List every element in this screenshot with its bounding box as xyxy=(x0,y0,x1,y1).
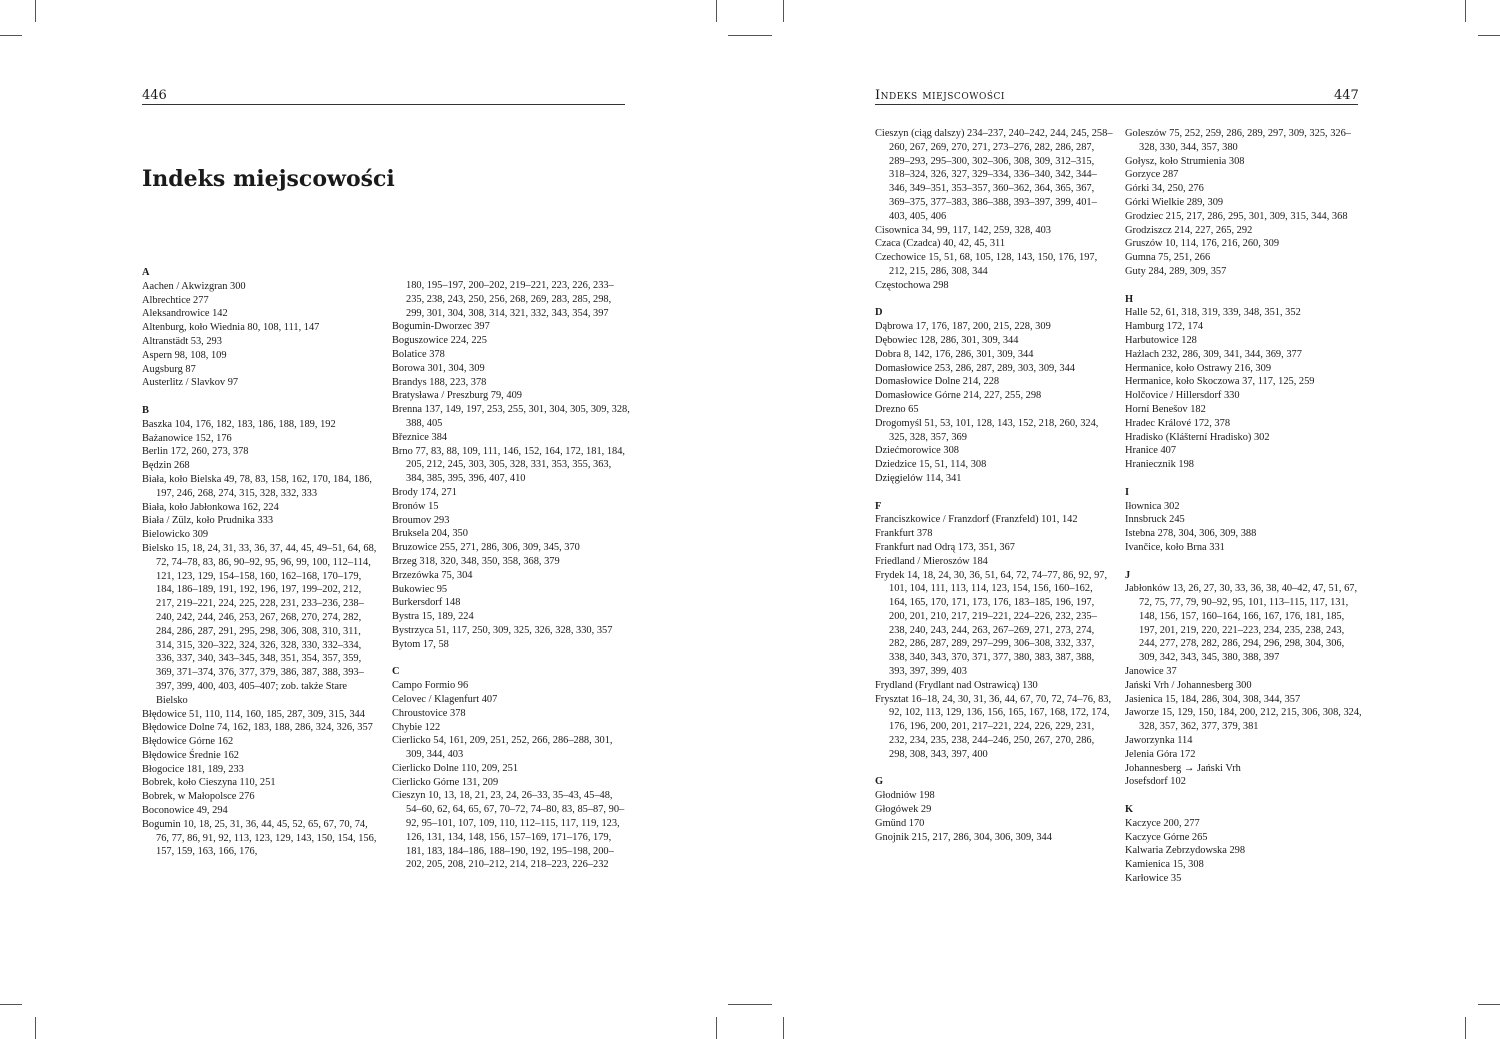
index-entry: Dąbrowa 17, 176, 187, 200, 215, 228, 309 xyxy=(875,321,1051,333)
index-entry: Hermanice, koło Ostrawy 216, 309 xyxy=(1125,362,1272,374)
crop-mark xyxy=(716,0,717,22)
index-entry: Kaczyce 200, 277 xyxy=(1125,817,1200,829)
index-entry: Gołysz, koło Strumienia 308 xyxy=(1125,155,1245,167)
index-entry-continuation: 180, 195–197, 200–202, 219–221, 223, 226, 233–235, 238, 243, 250, 256, 268, 269, 283, 285, 298, 299, 301, 304, 308, 314, 321, 332, 343, 354, 397 xyxy=(406,280,614,319)
index-entry: Albrechtice 277 xyxy=(142,294,209,306)
index-entry: Hraniecznik 198 xyxy=(1125,459,1194,471)
index-entry: Bielowicko 309 xyxy=(142,529,209,541)
index-entry: Górki Wielkie 289, 309 xyxy=(1125,196,1224,208)
index-entry: Frydek 14, 18, 24, 30, 36, 51, 64, 72, 74–77, 86, 92, 97, 101, 104, 111, 113, 114, 123, 154, 156, 160–162, 164, 165, 170, 171, 173, 176, 183–185, 196, 197, 200, 201, 210, 217, 219–221, 224–226, 232, 235–238, 240, 243, 244, 263, 267–269, 271, 273, 274, 282, 286, 287, 289, 297–299, 306–308, 332, 337, 338, 340, 343, 370, 371, 377, 380, 383, 387, 388, 393, 397, 399, 403 xyxy=(875,569,1108,678)
index-letter-heading: H xyxy=(1125,293,1134,305)
index-entry: Broumov 293 xyxy=(392,514,450,526)
index-entry: Hażlach 232, 286, 309, 341, 344, 369, 377 xyxy=(1125,348,1302,360)
index-entry: Borowa 301, 304, 309 xyxy=(392,362,485,374)
index-entry: Hradec Králové 172, 378 xyxy=(1125,417,1231,429)
index-entry: Goleszów 75, 252, 259, 286, 289, 297, 309, 325, 326–328, 330, 344, 357, 380 xyxy=(1125,128,1351,153)
section-gap xyxy=(142,390,380,404)
index-entry: Bobrek, koło Cieszyna 110, 251 xyxy=(142,777,276,789)
index-letter-heading: F xyxy=(875,500,882,512)
index-entry: Boconowice 49, 294 xyxy=(142,805,228,817)
index-entry: Bruzowice 255, 271, 286, 306, 309, 345, 370 xyxy=(392,542,580,554)
index-entry: Holčovice / Hillersdorf 330 xyxy=(1125,390,1240,402)
index-column-1 xyxy=(142,266,380,859)
section-gap xyxy=(1125,555,1363,569)
index-entry: Guty 284, 289, 309, 357 xyxy=(1125,265,1227,277)
index-entry: Aleksandrowice 142 xyxy=(142,308,228,320)
index-entry: Altranstädt 53, 293 xyxy=(142,335,222,347)
index-entry: Gnojnik 215, 217, 286, 304, 306, 309, 344 xyxy=(875,831,1052,843)
index-entry: Bogumin-Dworzec 397 xyxy=(392,321,490,333)
index-entry: Czaca (Czadca) 40, 42, 45, 311 xyxy=(875,238,1006,250)
index-letter-heading: B xyxy=(142,404,149,416)
index-entry: Aachen / Akwizgran 300 xyxy=(142,280,246,292)
index-entry: Bystrzyca 51, 117, 250, 309, 325, 326, 328, 330, 357 xyxy=(392,624,613,636)
index-entry: Janowice 37 xyxy=(1125,666,1177,678)
index-entry: Bytom 17, 58 xyxy=(392,638,449,650)
index-entry: Bruksela 204, 350 xyxy=(392,528,468,540)
index-letter-heading: A xyxy=(142,267,150,278)
index-entry: Cieszyn (ciąg dalszy) 234–237, 240–242, 244, 245, 258–260, 267, 269, 270, 271, 273–276, 282, 286, 287, 289–293, 295–300, 302–306, 308, 309, 312–315, 318–324, 326, 327, 329–334, 336–340, 342, 344–346, 349–351, 353–357, 360–362, 364, 365, 367, 369–375, 377–383, 386–388, 393–397, 399, 401–403, 405, 406 xyxy=(875,128,1113,222)
section-gap xyxy=(1125,279,1363,293)
index-entry: Bukowiec 95 xyxy=(392,583,448,595)
index-column-2 xyxy=(392,279,630,872)
section-gap xyxy=(875,293,1113,307)
index-entry: Brandys 188, 223, 378 xyxy=(392,376,487,388)
index-entry: Cierlicko 54, 161, 209, 251, 252, 266, 286–288, 301, 309, 344, 403 xyxy=(392,735,613,761)
index-entry: Gorzyce 287 xyxy=(1125,169,1179,181)
index-entry: Frankfurt 378 xyxy=(875,528,933,540)
index-entry: Jabłonków 13, 26, 27, 30, 33, 36, 38, 40–42, 47, 51, 67, 72, 75, 77, 79, 90–92, 95, 101, 113–115, 117, 131, 148, 156, 157, 160–164, 166, 167, 176, 181, 185, 197, 201, 219, 220, 221–223, 234, 235, 238, 243, 244, 277, 278, 282, 286, 294, 296, 298, 304, 306, 309, 342, 343, 345, 380, 388, 397 xyxy=(1125,583,1358,664)
index-entry: Gmünd 170 xyxy=(875,817,925,829)
index-entry: Frydland (Frydlant nad Ostrawicą) 130 xyxy=(875,679,1038,691)
crop-mark xyxy=(0,1004,22,1005)
index-entry: Cierlicko Górne 131, 209 xyxy=(392,776,499,788)
index-entry: Brno 77, 83, 88, 109, 111, 146, 152, 164, 172, 181, 184, 205, 212, 245, 303, 305, 328, 331, 353, 355, 363, 384, 385, 395, 396, 407, 410 xyxy=(392,445,626,485)
index-entry: Dziećmorowice 308 xyxy=(875,445,959,457)
index-entry: Jasienica 15, 184, 286, 304, 308, 344, 357 xyxy=(1125,693,1301,705)
index-letter-heading: I xyxy=(1125,486,1130,498)
index-entry: Błędowice 51, 110, 114, 160, 185, 287, 309, 315, 344 xyxy=(142,708,365,720)
crop-mark xyxy=(728,1004,772,1005)
index-entry: Gruszów 10, 114, 176, 216, 260, 309 xyxy=(1125,238,1280,250)
index-entry: Kaczyce Górne 265 xyxy=(1125,831,1208,843)
section-gap xyxy=(875,762,1113,776)
index-entry: Dziedzice 15, 51, 114, 308 xyxy=(875,459,987,471)
index-entry: Bażanowice 152, 176 xyxy=(142,432,232,444)
index-entry: Cisownica 34, 99, 117, 142, 259, 328, 403 xyxy=(875,224,1051,236)
index-entry: Czechowice 15, 51, 68, 105, 128, 143, 150, 176, 197, 212, 215, 286, 308, 344 xyxy=(875,252,1098,277)
index-entry: Jaworze 15, 129, 150, 184, 200, 212, 215, 306, 308, 324, 328, 357, 362, 377, 379, 381 xyxy=(1125,707,1362,733)
index-entry: Hamburg 172, 174 xyxy=(1125,321,1204,333)
index-letter-heading: K xyxy=(1125,804,1134,816)
index-entry: Grodziec 215, 217, 286, 295, 301, 309, 315, 344, 368 xyxy=(1125,210,1348,222)
index-entry: Baszka 104, 176, 182, 183, 186, 188, 189, 192 xyxy=(142,418,336,430)
index-entry: Jelenia Góra 172 xyxy=(1125,748,1196,760)
index-entry: Brody 174, 271 xyxy=(392,486,457,498)
index-entry: Drezno 65 xyxy=(875,403,919,415)
index-column-3 xyxy=(875,127,1113,844)
crop-mark xyxy=(1465,1017,1466,1039)
index-entry: Chroustovice 378 xyxy=(392,707,466,719)
index-entry: Berlin 172, 260, 273, 378 xyxy=(142,446,249,458)
index-entry: Bobrek, w Małopolsce 276 xyxy=(142,791,255,803)
index-entry: Chybie 122 xyxy=(392,721,441,733)
left-header-rule xyxy=(142,104,625,105)
section-gap xyxy=(875,486,1113,500)
index-entry: Błogocice 181, 189, 233 xyxy=(142,763,244,775)
index-entry: Cieszyn 10, 13, 18, 21, 23, 24, 26–33, 35–43, 45–48, 54–60, 62, 64, 65, 67, 70–72, 74–80, 83, 85–87, 90–92, 95–101, 107, 109, 110, 112–115, 117, 119, 123, 126, 131, 134, 148, 156, 157–169, 171–176, 179, 181, 183, 184–186, 188–190, 192, 195–198, 200–202, 205, 208, 210–212, 214, 218–223, 226–232 xyxy=(392,790,625,871)
index-entry: Karłowice 35 xyxy=(1125,873,1182,885)
crop-mark xyxy=(716,1017,717,1039)
index-entry: Grodziszcz 214, 227, 265, 292 xyxy=(1125,224,1253,236)
index-entry: Innsbruck 245 xyxy=(1125,514,1185,526)
index-entry: Burkersdorf 148 xyxy=(392,597,461,609)
section-gap xyxy=(1125,789,1363,803)
index-entry: Jaworzynka 114 xyxy=(1125,735,1193,747)
index-entry: Bronów 15 xyxy=(392,500,439,512)
index-entry: Biała, koło Jabłonkowa 162, 224 xyxy=(142,501,279,513)
index-entry: Friedland / Mieroszów 184 xyxy=(875,555,988,567)
index-entry: Bolatice 378 xyxy=(392,348,445,360)
index-entry: Dobra 8, 142, 176, 286, 301, 309, 344 xyxy=(875,348,1034,360)
index-entry: Březnice 384 xyxy=(392,431,448,443)
index-entry: Będzin 268 xyxy=(142,460,190,472)
right-header-rule xyxy=(875,104,1358,105)
index-entry: Franciszkowice / Franzdorf (Franzfeld) 101, 142 xyxy=(875,514,1078,526)
index-entry: Domasłowice 253, 286, 287, 289, 303, 309, 344 xyxy=(875,362,1076,374)
index-entry: Gumna 75, 251, 266 xyxy=(1125,252,1211,264)
index-entry: Iłownica 302 xyxy=(1125,500,1180,512)
index-entry: Błędowice Średnie 162 xyxy=(142,749,239,761)
index-entry: Głodniów 198 xyxy=(875,790,935,802)
index-entry: Jański Vrh / Johannesberg 300 xyxy=(1125,679,1252,691)
index-entry: Aspern 98, 108, 109 xyxy=(142,349,227,361)
index-letter-heading: G xyxy=(875,776,884,788)
index-entry: Hranice 407 xyxy=(1125,445,1177,457)
index-entry: Domasłowice Górne 214, 227, 255, 298 xyxy=(875,390,1042,402)
index-entry: Górki 34, 250, 276 xyxy=(1125,183,1204,195)
index-entry: Kamienica 15, 308 xyxy=(1125,859,1204,871)
running-title: Indeks miejscowości xyxy=(875,88,1005,103)
index-letter-heading: J xyxy=(1125,569,1131,581)
section-gap xyxy=(392,652,630,666)
index-entry: Bratysława / Preszburg 79, 409 xyxy=(392,390,522,402)
index-entry: Brzezówka 75, 304 xyxy=(392,569,473,581)
index-entry: Frysztat 16–18, 24, 30, 31, 36, 44, 67, 70, 72, 74–76, 83, 92, 102, 113, 129, 136, 156, 165, 167, 168, 172, 174, 176, 196, 200, 201, 217–221, 224, 226, 229, 231, 232, 234, 235, 238, 244–246, 250, 267, 270, 286, 298, 308, 343, 397, 400 xyxy=(875,693,1112,760)
index-entry: Biała / Zülz, koło Prudnika 333 xyxy=(142,515,274,527)
index-entry: Hermanice, koło Skoczowa 37, 117, 125, 259 xyxy=(1125,376,1315,388)
index-letter-heading: C xyxy=(392,666,400,678)
index-entry: Częstochowa 298 xyxy=(875,279,949,291)
crop-mark xyxy=(1465,0,1466,22)
index-letter-heading: D xyxy=(875,307,883,319)
crop-mark xyxy=(0,35,22,36)
index-entry: Głogówek 29 xyxy=(875,804,932,816)
index-entry: Kalwaria Zebrzydowska 298 xyxy=(1125,845,1246,857)
page-title: Indeks miejscowości xyxy=(142,166,395,192)
crop-mark xyxy=(1478,35,1500,36)
index-entry: Josefsdorf 102 xyxy=(1125,776,1186,788)
index-entry: Augsburg 87 xyxy=(142,363,196,375)
index-entry: Cierlicko Dolne 110, 209, 251 xyxy=(392,762,519,774)
index-entry: Harbutowice 128 xyxy=(1125,334,1197,346)
crop-mark xyxy=(35,0,36,22)
crop-mark xyxy=(35,1017,36,1039)
index-entry: Bystra 15, 189, 224 xyxy=(392,611,474,623)
index-entry: Brenna 137, 149, 197, 253, 255, 301, 304, 305, 309, 328, 388, 405 xyxy=(392,404,630,429)
index-entry: Biała, koło Bielska 49, 78, 83, 158, 162, 170, 184, 186, 197, 246, 268, 274, 315, 328, 332, 333 xyxy=(142,473,373,499)
index-entry: Halle 52, 61, 318, 319, 339, 348, 351, 352 xyxy=(1125,307,1301,319)
left-page-number: 446 xyxy=(142,88,167,103)
crop-mark xyxy=(783,1017,784,1039)
index-entry: Frankfurt nad Odrą 173, 351, 367 xyxy=(875,541,1015,553)
index-entry: Bogumin 10, 18, 25, 31, 36, 44, 45, 52, 65, 67, 70, 74, 76, 77, 86, 91, 92, 113, 123, 129, 143, 150, 154, 156, 157, 159, 163, 166, 176, xyxy=(142,818,377,858)
index-entry: Bielsko 15, 18, 24, 31, 33, 36, 37, 44, 45, 49–51, 64, 68, 72, 74–78, 83, 86, 90–92, 95, 96, 99, 100, 112–114, 121, 123, 129, 154–158, 160, 162–168, 170–179, 184, 186–189, 191, 192, 196, 197, 199–202, 212, 217, 219–221, 224, 225, 228, 231, 233–236, 238–240, 242, 244, 246, 253, 267, 268, 270, 274, 282, 284, 286, 287, 291, 295, 298, 306, 308, 310, 311, 314, 315, 320–322, 324, 326, 328, 330, 332–334, 336, 337, 340, 343–345, 348, 351, 354, 357, 359, 369, 371–374, 376, 377, 379, 386, 387, 388, 393–397, 399, 400, 403, 405–407; zob. także Stare Bielsko xyxy=(142,542,377,706)
index-entry: Austerlitz / Slavkov 97 xyxy=(142,377,239,389)
index-entry: Hradisko (Klášterní Hradisko) 302 xyxy=(1125,431,1270,443)
index-entry: Johannesberg → Jański Vrh xyxy=(1125,762,1241,774)
section-gap xyxy=(1125,472,1363,486)
index-entry: Istebna 278, 304, 306, 309, 388 xyxy=(1125,528,1257,540)
index-entry: Domasłowice Dolne 214, 228 xyxy=(875,376,1000,388)
index-column-4 xyxy=(1125,127,1363,886)
crop-mark xyxy=(783,0,784,22)
index-entry: Horní Benešov 182 xyxy=(1125,403,1206,415)
index-entry: Campo Formio 96 xyxy=(392,680,469,692)
index-entry: Boguszowice 224, 225 xyxy=(392,335,487,347)
crop-mark xyxy=(728,35,772,36)
index-entry: Błędowice Dolne 74, 162, 183, 188, 286, 324, 326, 357 xyxy=(142,722,373,734)
index-entry: Dębowiec 128, 286, 301, 309, 344 xyxy=(875,334,1019,346)
index-entry: Ivančice, koło Brna 331 xyxy=(1125,541,1225,553)
index-entry: Dzięgielów 114, 341 xyxy=(875,472,962,484)
index-entry: Altenburg, koło Wiednia 80, 108, 111, 147 xyxy=(142,322,320,334)
index-entry: Drogomyśl 51, 53, 101, 128, 143, 152, 218, 260, 324, 325, 328, 357, 369 xyxy=(875,417,1099,443)
index-entry: Brzeg 318, 320, 348, 350, 358, 368, 379 xyxy=(392,555,560,567)
right-page-number: 447 xyxy=(1334,88,1359,103)
index-entry: Błędowice Górne 162 xyxy=(142,736,234,748)
index-entry: Celovec / Klagenfurt 407 xyxy=(392,693,498,705)
crop-mark xyxy=(1478,1004,1500,1005)
